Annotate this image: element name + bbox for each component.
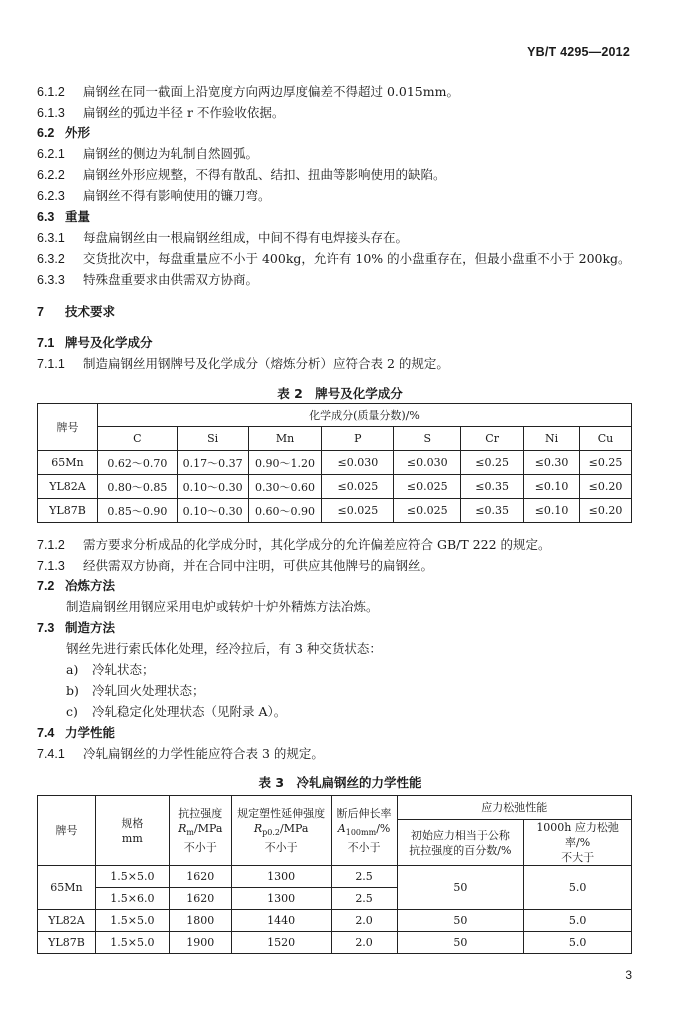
heading-7-2: [37, 578, 640, 594]
initial-stress-cell: 50: [397, 910, 524, 932]
initial-stress-header-line1: 初始应力相当于公称: [410, 828, 510, 842]
heading-number: 6.2: [37, 126, 55, 140]
clause-number: 6.3.2: [37, 252, 65, 266]
heading-text: 重量: [65, 209, 91, 224]
heading-text: 冶炼方法: [65, 578, 116, 593]
heading-number: 7.2: [37, 579, 55, 593]
table-row: [38, 451, 632, 475]
grade-cell: YL87B: [38, 499, 98, 523]
size-header: [95, 796, 169, 866]
elongation-header-symbol: [332, 821, 397, 840]
yield-header-label: 规定塑性延伸强度: [237, 806, 326, 820]
clause-7-1-1: [37, 356, 640, 372]
value-cell: 0.80～0.85: [97, 475, 177, 499]
clause-text: 扁钢丝外形应规整，不得有散乱、结扣、扭曲等影响使用的缺陷。: [83, 167, 446, 182]
clause-number: 6.1.2: [37, 85, 65, 99]
yield-header-symbol: [232, 821, 331, 840]
table-2-caption: 表 2 牌号及化学成分: [277, 386, 403, 401]
clause-text: 冷轧扁钢丝的力学性能应符合表 3 的规定。: [83, 746, 324, 761]
size-header-label: 规格: [121, 816, 144, 830]
table-row: [38, 475, 632, 499]
yield-cell: 1300: [231, 888, 331, 910]
clause-6-3-3: [37, 272, 640, 288]
elongation-header-limit: 不小于: [347, 841, 381, 855]
element-header: P: [322, 427, 394, 451]
clause-text: 每盘扁钢丝由一根扁钢丝组成，中间不得有电焊接头存在。: [83, 230, 409, 245]
relaxation-rate-cell: 5.0: [524, 910, 632, 932]
elongation-header-label: 断后伸长率: [336, 806, 392, 820]
symbol: R: [253, 821, 263, 835]
clause-6-3-1: [37, 230, 640, 246]
size-header-unit: mm: [121, 831, 143, 845]
relaxation-rate-header-line2: 不大于: [561, 851, 595, 864]
table-3-caption: 表 3 冷轧扁钢丝的力学性能: [258, 775, 422, 790]
value-cell: ≤0.025: [394, 475, 461, 499]
heading-text: 技术要求: [65, 304, 116, 319]
table-row: [38, 499, 632, 523]
heading-number: 7.4: [37, 726, 55, 740]
clause-6-2-1: [37, 146, 640, 162]
value-cell: ≤0.25: [580, 451, 632, 475]
grade-cell: 65Mn: [38, 866, 96, 910]
value-cell: ≤0.20: [580, 475, 632, 499]
heading-7-4: [37, 725, 640, 741]
yield-cell: 1520: [231, 932, 331, 954]
clause-text: 需方要求分析成品的化学成分时，其化学成分的允许偏差应符合 GB/T 222 的规定。: [83, 537, 551, 552]
clause-number: 6.2.3: [37, 189, 65, 203]
value-cell: 0.10～0.30: [177, 499, 248, 523]
table-row: [38, 932, 632, 954]
subscript: p0.2: [262, 828, 281, 838]
table-row: [38, 866, 632, 888]
table-2-chemical-composition: [37, 403, 632, 523]
initial-stress-header: [397, 820, 524, 866]
clause-number: 6.3.1: [37, 231, 65, 245]
list-item-b: [66, 683, 640, 699]
table-row: [38, 910, 632, 932]
grade-cell: YL87B: [38, 932, 96, 954]
heading-number: 7: [37, 305, 44, 319]
tensile-cell: 1900: [169, 932, 231, 954]
relaxation-rate-header-line1: 1000h 应力松弛率/%: [536, 821, 619, 849]
value-cell: ≤0.025: [322, 499, 394, 523]
element-header: Cu: [580, 427, 632, 451]
clause-number: 7.4.1: [37, 747, 65, 761]
heading-6-3: [37, 209, 640, 225]
elongation-header: [331, 796, 397, 866]
clause-text: 扁钢丝的弧边半径 r 不作验收依据。: [83, 105, 285, 120]
clause-text: 交货批次中，每盘重量应不小于 400kg，允许有 10% 的小盘重存在，但最小盘重不小于 200kg。: [83, 251, 631, 266]
value-cell: ≤0.35: [461, 475, 524, 499]
value-cell: 0.30～0.60: [248, 475, 322, 499]
clause-7-1-3: [37, 558, 640, 574]
size-cell: 1.5×6.0: [95, 888, 169, 910]
heading-number: 7.1: [37, 336, 55, 350]
clause-6-1-3: [37, 105, 640, 121]
grade-cell: YL82A: [38, 910, 96, 932]
clause-6-2-2: [37, 167, 640, 183]
yield-cell: 1300: [231, 866, 331, 888]
unit: /MPa: [194, 821, 223, 835]
clause-number: 6.2.1: [37, 147, 65, 161]
yield-strength-header: [231, 796, 331, 866]
heading-text: 制造方法: [65, 620, 116, 635]
initial-stress-cell: 50: [397, 932, 524, 954]
unit: /MPa: [280, 821, 309, 835]
list-text: 冷轧状态；: [92, 662, 155, 677]
relaxation-rate-cell: 5.0: [524, 932, 632, 954]
value-cell: 0.10～0.30: [177, 475, 248, 499]
clause-number: 6.2.2: [37, 168, 65, 182]
value-cell: 0.17～0.37: [177, 451, 248, 475]
list-item-a: [66, 662, 640, 678]
heading-6-2: [37, 125, 640, 141]
elongation-cell: 2.0: [331, 910, 397, 932]
relaxation-rate-header: [524, 820, 632, 866]
yield-header-limit: 不小于: [264, 841, 298, 855]
symbol: R: [178, 821, 187, 835]
clause-number: 6.3.3: [37, 273, 65, 287]
tensile-strength-header: [169, 796, 231, 866]
clause-text: 特殊盘重要求由供需双方协商。: [83, 272, 259, 287]
heading-number: 7.3: [37, 621, 55, 635]
stress-relaxation-header: 应力松弛性能: [397, 796, 631, 820]
value-cell: ≤0.10: [524, 475, 580, 499]
heading-7-1: [37, 335, 640, 351]
elongation-cell: 2.0: [331, 932, 397, 954]
paragraph-7-3: 钢丝先进行索氏体化处理，经冷拉后，有 3 种交货状态：: [66, 641, 382, 656]
clause-7-4-1: [37, 746, 640, 762]
tensile-header-limit: 不小于: [183, 841, 217, 855]
value-cell: 0.60～0.90: [248, 499, 322, 523]
clause-number: 7.1.1: [37, 357, 65, 371]
tensile-cell: 1620: [169, 888, 231, 910]
subscript: m: [186, 828, 194, 838]
element-header: Mn: [248, 427, 322, 451]
value-cell: ≤0.20: [580, 499, 632, 523]
initial-stress-header-line2: 抗拉强度的百分数/%: [409, 843, 512, 857]
value-cell: ≤0.30: [524, 451, 580, 475]
value-cell: ≤0.25: [461, 451, 524, 475]
table-3-mechanical-properties: [37, 795, 632, 954]
heading-number: 6.3: [37, 210, 55, 224]
list-label: c): [66, 704, 78, 719]
value-cell: ≤0.025: [394, 499, 461, 523]
clause-6-1-2: [37, 84, 640, 100]
relaxation-rate-cell: 5.0: [524, 866, 632, 910]
clause-text: 扁钢丝的侧边为轧制自然圆弧。: [83, 146, 259, 161]
clause-number: 6.1.3: [37, 106, 65, 120]
heading-7: [37, 304, 640, 320]
tensile-header-symbol: [170, 821, 231, 840]
page-number: 3: [625, 968, 632, 982]
clause-text: 制造扁钢丝用钢牌号及化学成分（熔炼分析）应符合表 2 的规定。: [83, 356, 449, 371]
size-cell: 1.5×5.0: [95, 932, 169, 954]
tensile-cell: 1620: [169, 866, 231, 888]
composition-group-header: 化学成分(质量分数)/%: [97, 404, 631, 427]
tensile-header-label: 抗拉强度: [178, 806, 223, 820]
elongation-cell: 2.5: [331, 888, 397, 910]
running-header: YB/T 4295—2012: [527, 45, 630, 59]
clause-text: 经供需双方协商，并在合同中注明，可供应其他牌号的扁钢丝。: [83, 558, 434, 573]
paragraph-7-2: 制造扁钢丝用钢应采用电炉或转炉十炉外精炼方法冶炼。: [66, 599, 379, 614]
grade-cell: 65Mn: [38, 451, 98, 475]
yield-cell: 1440: [231, 910, 331, 932]
list-text: 冷轧回火处理状态；: [92, 683, 205, 698]
grade-header: 牌号: [38, 404, 98, 451]
value-cell: 0.85～0.90: [97, 499, 177, 523]
heading-7-3: [37, 620, 640, 636]
subscript: 100mm: [345, 828, 377, 838]
size-cell: 1.5×5.0: [95, 910, 169, 932]
value-cell: ≤0.35: [461, 499, 524, 523]
clause-number: 7.1.2: [37, 538, 65, 552]
element-header: C: [97, 427, 177, 451]
value-cell: 0.62～0.70: [97, 451, 177, 475]
clause-text: 扁钢丝在同一截面上沿宽度方向两边厚度偏差不得超过 0.015mm。: [83, 84, 459, 99]
list-text: 冷轧稳定化处理状态（见附录 A）。: [92, 704, 287, 719]
grade-header: 牌号: [38, 796, 96, 866]
tensile-cell: 1800: [169, 910, 231, 932]
list-label: b): [66, 683, 79, 698]
clause-text: 扁钢丝不得有影响使用的镰刀弯。: [83, 188, 271, 203]
elongation-cell: 2.5: [331, 866, 397, 888]
element-header: Si: [177, 427, 248, 451]
heading-text: 外形: [65, 125, 91, 140]
list-label: a): [66, 662, 79, 677]
heading-text: 力学性能: [65, 725, 116, 740]
heading-text: 牌号及化学成分: [65, 335, 153, 350]
unit: /%: [376, 821, 391, 835]
element-header: Ni: [524, 427, 580, 451]
value-cell: ≤0.025: [322, 475, 394, 499]
size-cell: 1.5×5.0: [95, 866, 169, 888]
element-header: Cr: [461, 427, 524, 451]
value-cell: ≤0.030: [394, 451, 461, 475]
list-item-c: [66, 704, 640, 720]
value-cell: 0.90～1.20: [248, 451, 322, 475]
initial-stress-cell: 50: [397, 866, 524, 910]
clause-6-2-3: [37, 188, 640, 204]
grade-cell: YL82A: [38, 475, 98, 499]
value-cell: ≤0.030: [322, 451, 394, 475]
value-cell: ≤0.10: [524, 499, 580, 523]
clause-6-3-2: [37, 251, 640, 267]
element-header: S: [394, 427, 461, 451]
clause-7-1-2: [37, 537, 640, 553]
clause-number: 7.1.3: [37, 559, 65, 573]
symbol: A: [337, 821, 346, 835]
